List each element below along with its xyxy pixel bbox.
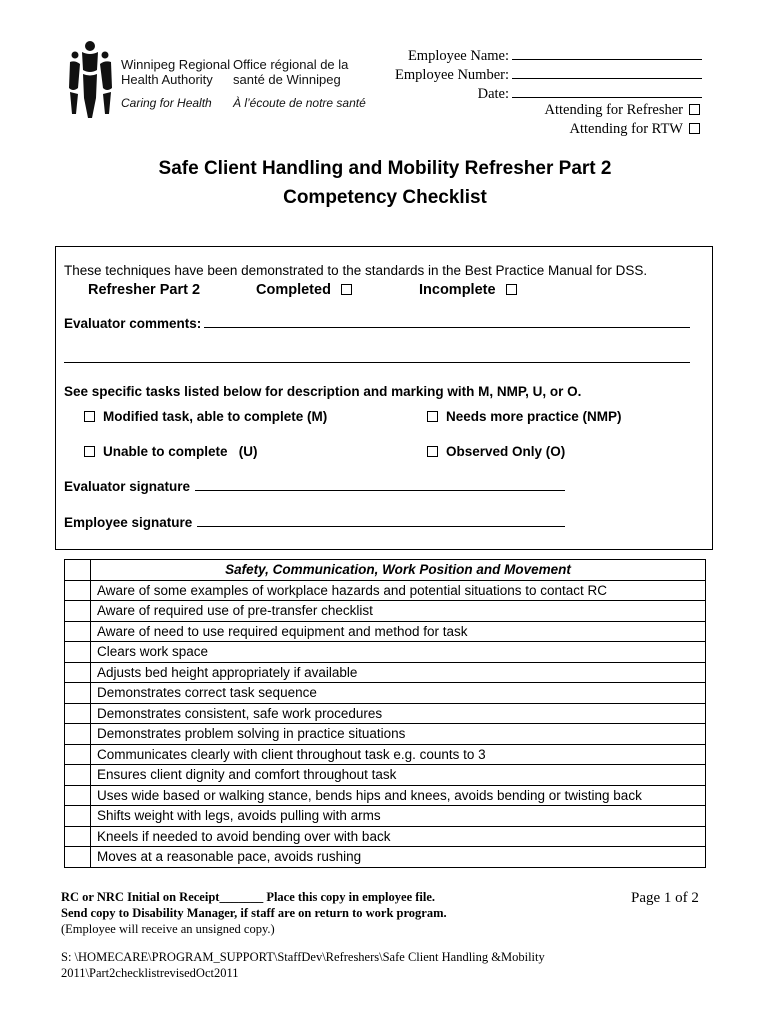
mark-cell[interactable]: [65, 703, 91, 724]
checklist-item: Aware of need to use required equipment and method for task: [91, 621, 706, 642]
rtw-checkbox[interactable]: [689, 123, 700, 134]
mark-cell[interactable]: [65, 806, 91, 827]
employee-signature-field[interactable]: Employee signature: [64, 515, 565, 530]
page-title: Safe Client Handling and Mobility Refresher Part 2: [158, 158, 612, 179]
unable-checkbox[interactable]: [84, 446, 95, 457]
attending-refresher-option[interactable]: Attending for Refresher: [544, 102, 700, 119]
table-row: [65, 724, 706, 745]
page-subtitle: Competency Checklist: [283, 187, 487, 208]
checklist-item: Ensures client dignity and comfort throughout task: [91, 765, 706, 786]
evaluator-comments-line[interactable]: [64, 362, 690, 363]
mark-cell[interactable]: [65, 580, 91, 601]
mark-cell[interactable]: [65, 683, 91, 704]
tagline-french: À l’écoute de notre santé: [233, 96, 366, 110]
marking-instructions: See specific tasks listed below for description and marking with M, NMP, U, or O.: [64, 384, 582, 399]
mark-cell[interactable]: [65, 785, 91, 806]
section-header: Safety, Communication, Work Position and Movement: [91, 560, 706, 581]
evaluator-comments-field[interactable]: Evaluator comments:: [64, 316, 690, 331]
checklist-item: Aware of required use of pre-transfer checklist: [91, 601, 706, 622]
incomplete-checkbox[interactable]: [506, 284, 517, 295]
incomplete-option[interactable]: Incomplete: [419, 282, 517, 298]
employee-name-field[interactable]: Employee Name:: [408, 46, 702, 66]
page-number: Page 1 of 2: [631, 890, 699, 906]
completed-option[interactable]: Completed: [256, 282, 352, 298]
wrha-logo-icon: [66, 40, 116, 118]
completed-checkbox[interactable]: [341, 284, 352, 295]
legend-needs-practice: Needs more practice (NMP): [427, 409, 622, 424]
checklist-item: Moves at a reasonable pace, avoids rushing: [91, 847, 706, 868]
unsigned-copy-note: (Employee will receive an unsigned copy.): [61, 922, 275, 936]
org-name-french: Office régional de la santé de Winnipeg: [233, 57, 349, 87]
table-row: [65, 785, 706, 806]
mark-cell[interactable]: [65, 642, 91, 663]
employee-number-field[interactable]: Employee Number:: [395, 65, 702, 85]
table-row: [65, 683, 706, 704]
date-field[interactable]: Date:: [478, 84, 702, 104]
table-row: [65, 765, 706, 786]
mark-cell[interactable]: [65, 744, 91, 765]
mark-cell[interactable]: [65, 724, 91, 745]
intro-text: These techniques have been demonstrated to the standards in the Best Practice Manual for DSS.: [64, 263, 648, 278]
send-copy-instruction: Send copy to Disability Manager, if staff are on return to work program.: [61, 906, 447, 920]
checklist-item: Clears work space: [91, 642, 706, 663]
table-row: [65, 621, 706, 642]
mark-cell[interactable]: [65, 826, 91, 847]
mark-cell[interactable]: [65, 847, 91, 868]
checklist-item: Demonstrates problem solving in practice situations: [91, 724, 706, 745]
org-name-english: Winnipeg Regional Health Authority: [121, 57, 231, 87]
table-row: [65, 826, 706, 847]
evaluator-signature-field[interactable]: Evaluator signature: [64, 479, 565, 494]
mark-cell[interactable]: [65, 765, 91, 786]
checklist-item: Kneels if needed to avoid bending over with back: [91, 826, 706, 847]
checklist-item: Adjusts bed height appropriately if available: [91, 662, 706, 683]
table-row: [65, 642, 706, 663]
receipt-instruction: RC or NRC Initial on Receipt_______ Place this copy in employee file.: [61, 890, 436, 904]
checklist-item: Shifts weight with legs, avoids pulling with arms: [91, 806, 706, 827]
needs-practice-checkbox[interactable]: [427, 411, 438, 422]
table-row: [65, 662, 706, 683]
mark-cell[interactable]: [65, 662, 91, 683]
table-row: [65, 806, 706, 827]
checklist-item: Demonstrates correct task sequence: [91, 683, 706, 704]
table-header-row: [65, 560, 706, 581]
checklist-item: Communicates clearly with client throughout task e.g. counts to 3: [91, 744, 706, 765]
legend-modified: Modified task, able to complete (M): [84, 409, 327, 424]
checklist-item: Demonstrates consistent, safe work procedures: [91, 703, 706, 724]
mark-cell[interactable]: [65, 621, 91, 642]
legend-observed: Observed Only (O): [427, 444, 565, 459]
mark-cell[interactable]: [65, 601, 91, 622]
checklist-item: Aware of some examples of workplace hazards and potential situations to contact RC: [91, 580, 706, 601]
table-row: [65, 847, 706, 868]
part-label: Refresher Part 2: [88, 282, 201, 298]
modified-checkbox[interactable]: [84, 411, 95, 422]
tagline-english: Caring for Health: [121, 96, 212, 110]
observed-checkbox[interactable]: [427, 446, 438, 457]
file-path-line1: S: \HOMECARE\PROGRAM_SUPPORT\StaffDev\Refreshers\Safe Client Handling &Mobility: [61, 950, 545, 964]
mark-cell[interactable]: [65, 560, 91, 581]
table-row: [65, 601, 706, 622]
file-path-line2: 2011\Part2checklistrevisedOct2011: [61, 966, 239, 980]
refresher-checkbox[interactable]: [689, 104, 700, 115]
table-row: [65, 703, 706, 724]
table-row: [65, 580, 706, 601]
checklist-table: [64, 559, 706, 868]
attending-rtw-option[interactable]: Attending for RTW: [570, 121, 701, 138]
checklist-item: Uses wide based or walking stance, bends hips and knees, avoids bending or twisting back: [91, 785, 706, 806]
table-row: [65, 744, 706, 765]
legend-unable: Unable to complete (U): [84, 444, 258, 459]
